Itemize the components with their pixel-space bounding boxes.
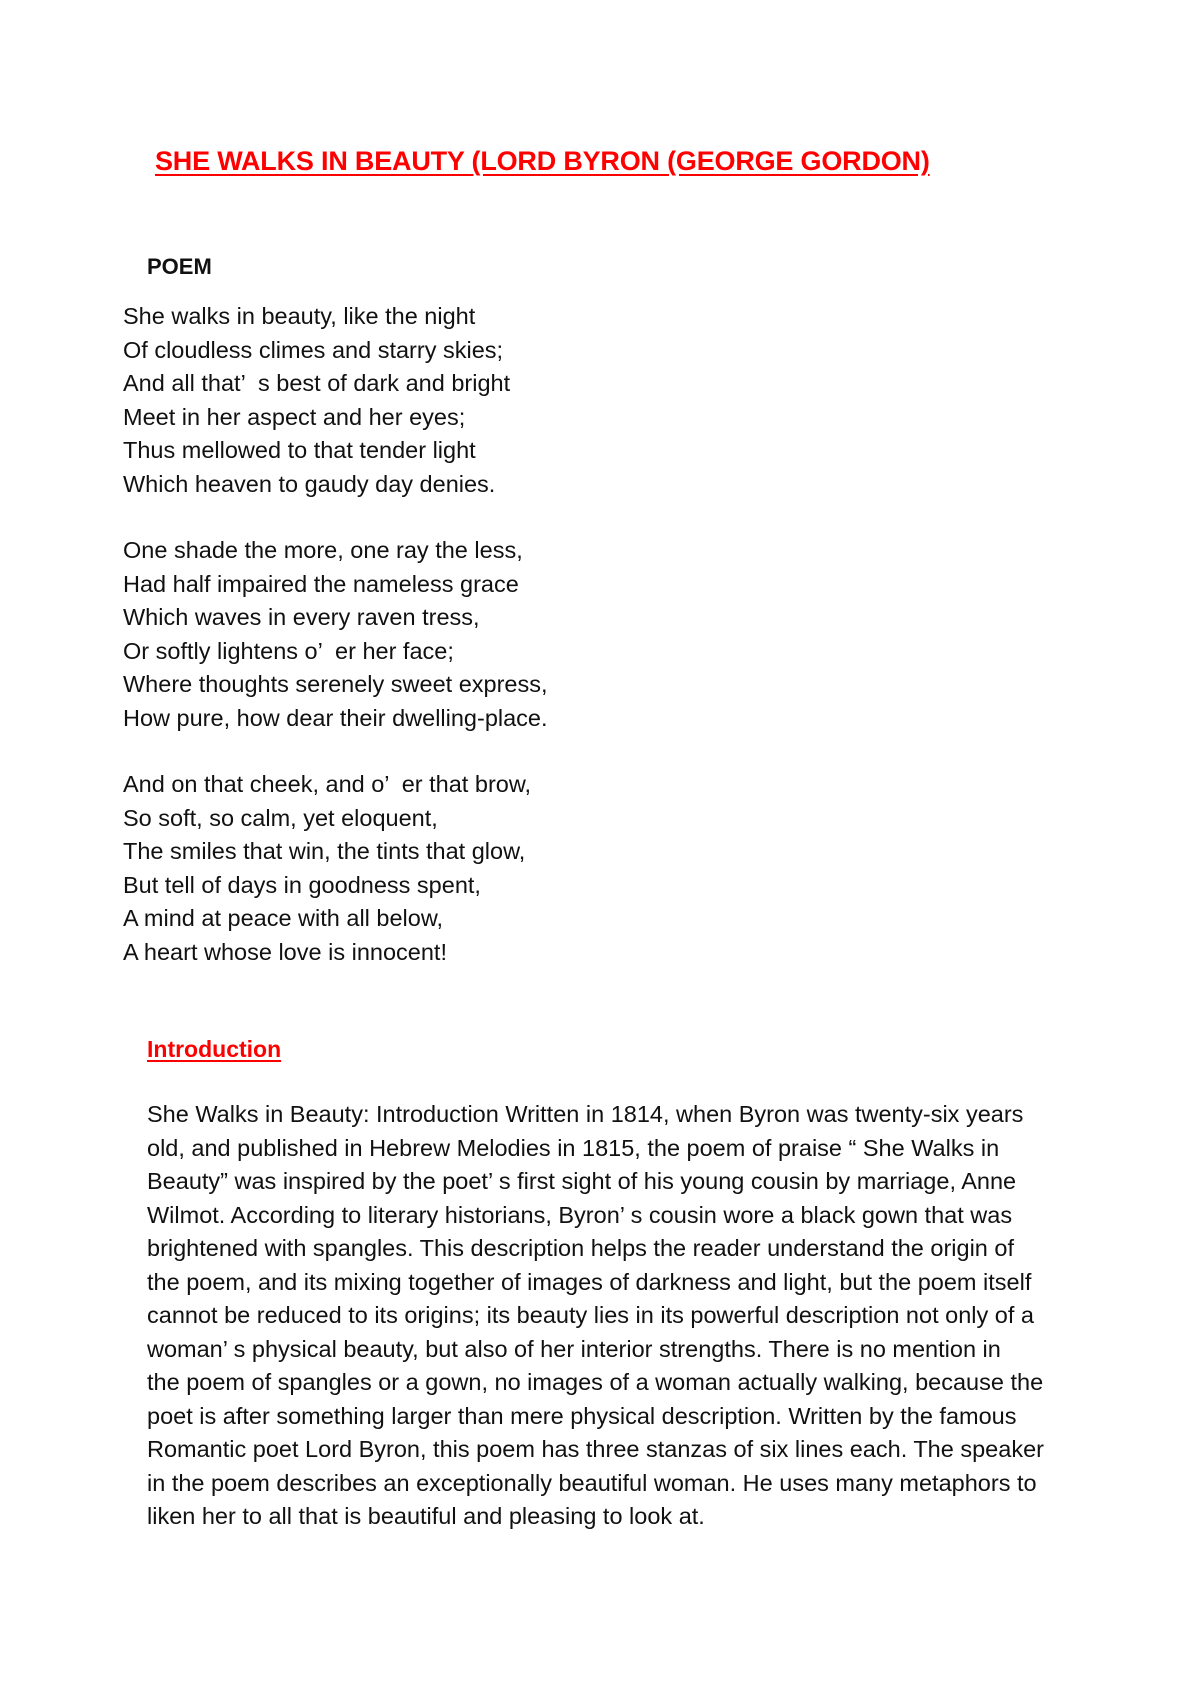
- stanza-1: [123, 300, 548, 501]
- poem-line: Which waves in every raven tress,: [123, 604, 480, 630]
- stanza-3: [123, 768, 548, 969]
- poem-line: A mind at peace with all below,: [123, 905, 444, 931]
- poem-line: How pure, how dear their dwelling-place.: [123, 704, 548, 731]
- poem-line: But tell of days in goodness spent,: [123, 871, 481, 898]
- introduction-paragraph: She Walks in Beauty: Introduction Written in 1814, when Byron was twenty-six years old, and published in Hebrew Melodies in 1815, the poem of praise “ She Walks in Beauty” was inspired by the poet’ s first sight of his young cousin by marriage, Anne Wilmot. According to literary historians, Byron’ s cousin wore a black gown that was brightened with spangles. This description helps the reader understand the origin of the poem, and its mixing together of images of darkness and light, but the poem itself cannot be reduced to its origins; its beauty lies in its powerful description not only of a woman’ s physical beauty, but also of her interior strengths. There is no mention in the poem of spangles or a gown, no images of a woman actually walking, because the poet is after something larger than mere physical description. Written by the famous Romantic poet Lord Byron, this poem has three stanzas of six lines each. The speaker in the poem describes an exceptionally beautiful woman. He uses many metaphors to liken her to all that is beautiful and pleasing to look at.: [147, 1101, 1044, 1529]
- poem-line: And all that’ s best of dark and bright: [123, 370, 511, 396]
- poem-line: The smiles that win, the tints that glow,: [123, 838, 526, 864]
- stanza-2: [123, 534, 548, 735]
- page-title: SHE WALKS IN BEAUTY (LORD BYRON (GEORGE GORDON): [155, 146, 930, 176]
- poem-line: So soft, so calm, yet eloquent,: [123, 804, 438, 831]
- poem-line: Or softly lightens o’ er her face;: [123, 637, 454, 664]
- poem-line: She walks in beauty, like the night: [123, 303, 476, 329]
- poem-line: Thus mellowed to that tender light: [123, 437, 476, 463]
- poem-line: A heart whose love is innocent!: [123, 938, 447, 965]
- poem-body: [123, 300, 548, 1002]
- poem-line: Of cloudless climes and starry skies;: [123, 336, 504, 363]
- poem-line: One shade the more, one ray the less,: [123, 537, 523, 563]
- poem-line: Meet in her aspect and her eyes;: [123, 403, 466, 430]
- poem-line: And on that cheek, and o’ er that brow,: [123, 771, 532, 797]
- poem-line: Which heaven to gaudy day denies.: [123, 470, 496, 497]
- poem-line: Where thoughts serenely sweet express,: [123, 671, 548, 697]
- poem-heading: POEM: [147, 254, 212, 279]
- introduction-heading: Introduction: [147, 1036, 282, 1062]
- poem-line: Had half impaired the nameless grace: [123, 570, 519, 597]
